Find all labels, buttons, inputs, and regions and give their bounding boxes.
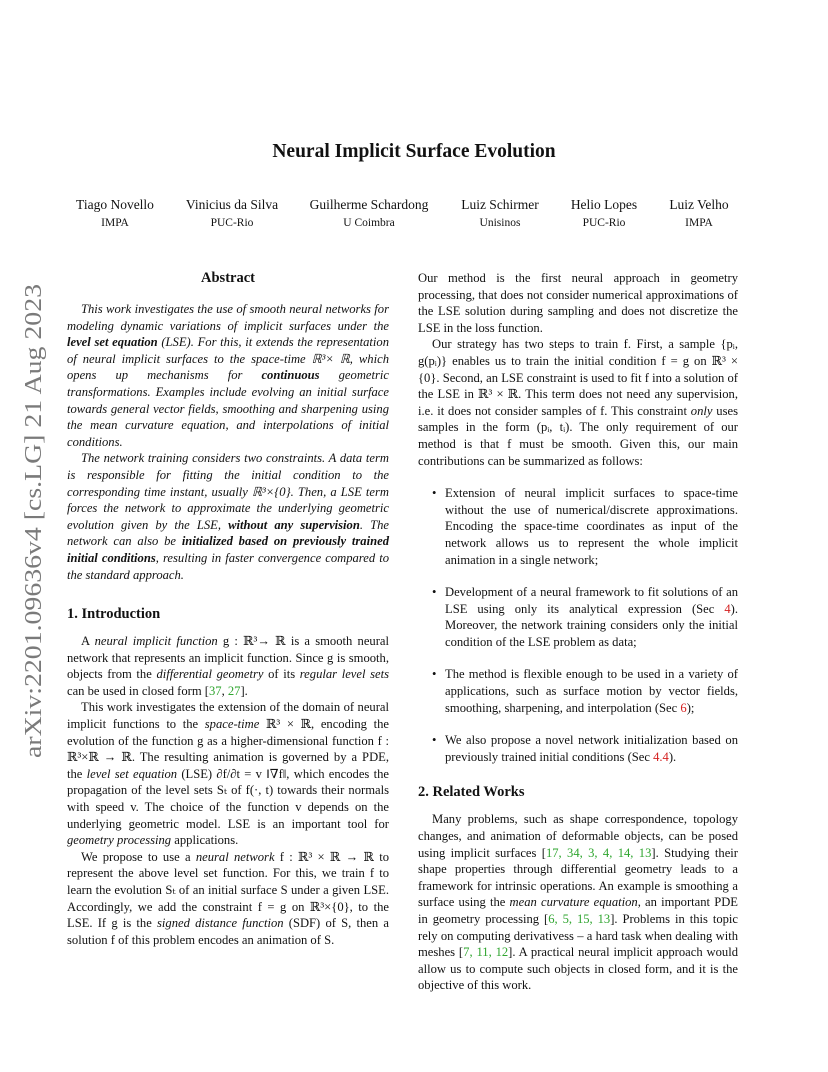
- right-column: [418, 270, 738, 994]
- section-ref-link[interactable]: 6: [680, 700, 687, 715]
- text-run: f : ℝ³ × ℝ → ℝ to represent the above level set function. For this, we train f to learn the evolution Sₜ of an initial surface S under a given LSE. Accordingly, we add the constraint f = g on ℝ³×{0}, to the LSE. If g is the: [67, 849, 389, 931]
- text-run: ]. Problems in this topic rely on computing derivativess – a hard task when dealing with meshes [: [418, 912, 739, 960]
- text-run: ]. A practical neural implicit approach would allow us to compute such objects in closed form, and it is the objective of this work.: [418, 945, 738, 993]
- emphasis: signed distance function: [157, 916, 284, 931]
- text-run: A: [81, 634, 95, 649]
- author-1: [76, 196, 154, 232]
- intro-paragraph-3: [67, 849, 389, 949]
- author-4: [461, 196, 539, 232]
- text-run: The method is flexible enough to be used in a variety of applications, such as surface motion by vector fields, smoothing, sharpening, and interpolation (Sec: [445, 667, 738, 715]
- left-column: [67, 268, 389, 948]
- bullet-icon: •: [432, 667, 437, 682]
- list-item: [418, 485, 738, 568]
- author-name: Helio Lopes: [570, 197, 638, 212]
- intro-paragraph-1: [67, 633, 389, 699]
- text-run: uses samples in the form (pᵢ, tᵢ). The only requirement of our method is that f must be smooth. Given this, our main contributions can be summarized as follows:: [418, 403, 738, 468]
- text-run: ).: [668, 749, 677, 764]
- abstract-paragraph-2: [67, 450, 389, 583]
- bullet-icon: •: [432, 486, 437, 501]
- emphasis: only: [690, 403, 713, 418]
- author-5: [571, 196, 637, 232]
- citation-link[interactable]: 37: [208, 683, 222, 698]
- text-run: ].: [240, 683, 248, 698]
- text-run: ). Moreover, the network training considers only the initial condition of the LSE problem as data;: [445, 601, 738, 649]
- author-name: Luiz Schirmer: [461, 197, 539, 212]
- abstract: [67, 301, 389, 583]
- related-paragraph-1: [418, 811, 738, 994]
- intro-paragraph-2: [67, 699, 389, 848]
- emphasis: neural network: [195, 849, 275, 864]
- abstract-paragraph-1: [67, 301, 389, 450]
- emphasis: space-time: [204, 717, 260, 732]
- text-run: ]. Studying their shape properties through differential geometry leads to a framework for intrinsic operations. An example is smoothing a surface using the: [418, 845, 738, 910]
- author-name: Guilherme Schardong: [309, 197, 429, 212]
- text-run: applications.: [171, 833, 239, 848]
- emphasis: differential geometry: [156, 667, 264, 682]
- text-run: );: [686, 700, 695, 715]
- author-name: Luiz Velho: [669, 197, 729, 212]
- bullet-icon: •: [432, 733, 437, 748]
- author-2: [186, 196, 278, 232]
- text-run: Extension of neural implicit surfaces to space-time without the use of numerical/discrete approximations. Encoding the space-time coordinates as input of the network allows us to represent the whole implicit animation in a single network;: [445, 486, 738, 567]
- text-run: Our strategy has two steps to train f. First, a sample {pᵢ, g(pᵢ)} enables us to train the initial condition f = g on ℝ³ × {0}. Second, an LSE constraint is used to fit f into a solution of the LSE in ℝ³ × ℝ. This term does not need any supervision, i.e. it does not consider samples of f. This constraint: [418, 337, 738, 418]
- author-name: Vinicius da Silva: [185, 197, 279, 212]
- paper-title: Neural Implicit Surface Evolution: [272, 141, 556, 162]
- right-paragraph-2: [418, 336, 738, 469]
- emphasis: without any supervision: [228, 517, 360, 532]
- emphasis: neural implicit function: [94, 634, 218, 649]
- author-6: [669, 196, 728, 232]
- emphasis: initialized based on previously trained initial conditions: [67, 534, 389, 565]
- citation-link[interactable]: 27: [227, 683, 241, 698]
- text-run: ,: [221, 683, 228, 698]
- text-run: (SDF) of S, then a solution f of this problem encodes an animation of S.: [67, 916, 389, 947]
- list-item: [418, 584, 738, 650]
- text-run: . The network can also be: [67, 517, 390, 549]
- text-run: This work investigates the use of smooth neural networks for modeling dynamic variations of implicit surfaces under the: [67, 302, 389, 333]
- text-run: of its: [263, 667, 300, 682]
- contributions-list: [418, 485, 738, 765]
- author-affiliation: IMPA: [685, 217, 713, 229]
- author-affiliation: PUC-Rio: [582, 217, 626, 229]
- text-run: , resulting in faster convergence compared to the standard approach.: [67, 550, 389, 582]
- emphasis: level set equation: [86, 766, 178, 781]
- section-heading-introduction: 1. Introduction: [67, 606, 161, 623]
- author-name: Tiago Novello: [76, 197, 154, 212]
- text-run: We also propose a novel network initialization based on previously trained initial conditions (Sec: [445, 733, 738, 764]
- text-run: , an important PDE in geometry processing [: [418, 895, 738, 926]
- bullet-icon: •: [432, 585, 437, 600]
- citation-link[interactable]: 7, 11, 12: [463, 945, 509, 960]
- right-paragraph-1: Our method is the first neural approach in geometry processing, that does not consider numerical approximations of the LSE solution during sampling and does not discretize the LSE in the loss function.: [418, 271, 738, 335]
- citation-link[interactable]: 17, 34, 3, 4, 14, 13: [545, 845, 652, 860]
- text-run: This work investigates the extension of the domain of neural implicit functions to the: [67, 700, 389, 732]
- text-run: (LSE) ∂f/∂t = v ‖∇f‖, which encodes the propagation of the level sets Sₜ of f(·, t) towards their normals with speed v. The choice of the function v depends on the underlying geometric model. LSE is an important tool for: [67, 766, 389, 831]
- text-run: Many problems, such as shape correspondence, topology changes, and animation of deformable objects, can be posed using implicit surfaces [: [418, 812, 738, 860]
- emphasis: mean curvature equation: [509, 895, 638, 910]
- list-item: [418, 666, 738, 716]
- section-heading-related-works: 2. Related Works: [418, 784, 525, 801]
- abstract-heading: Abstract: [201, 270, 255, 286]
- section-ref-link[interactable]: 4: [724, 601, 731, 616]
- text-run: geometric transformations. Examples include evolving an initial surface towards general vector fields, smoothing and sharpening using the mean curvature equation, and interpolations of initial conditions.: [67, 368, 389, 449]
- text-run: can be used in closed form [: [67, 683, 209, 698]
- emphasis: level set equation: [67, 335, 158, 350]
- text-run: (LSE). For this, it extends the representation of neural implicit surfaces to the space-time ℝ³× ℝ, which opens up mechanisms for: [67, 335, 390, 383]
- citation-link[interactable]: 6, 5, 15, 13: [548, 912, 611, 926]
- text-run: We propose to use a: [81, 849, 196, 864]
- arxiv-identifier: arXiv:2201.09636v4 [cs.LG] 21 Aug 2023: [20, 340, 47, 758]
- list-item: [418, 732, 738, 765]
- text-run: g : ℝ³→ ℝ is a smooth neural network that represents an implicit function. Since g is smooth, objects from the: [67, 634, 389, 682]
- emphasis: continuous: [261, 368, 320, 383]
- arxiv-sidebar: [14, 283, 48, 758]
- emphasis: regular level sets: [299, 667, 389, 682]
- author-affiliation: IMPA: [101, 217, 129, 229]
- author-affiliation: U Coimbra: [343, 217, 395, 229]
- author-affiliation: Unisinos: [479, 217, 521, 229]
- author-3: [310, 196, 429, 232]
- text-run: ℝ³ × ℝ, encoding the evolution of the function g as a higher-dimensional function f : ℝ³×ℝ → ℝ. The resulting animation is governed by a PDE, the: [67, 717, 389, 781]
- text-run: Development of a neural framework to fit solutions of an LSE using only its analytical expression (Sec: [445, 585, 738, 616]
- emphasis: geometry processing: [67, 833, 172, 848]
- text-run: The network training considers two constraints. A data term is responsible for fitting the initial condition to the corresponding time instant, usually ℝ³×{0}. Then, a LSE term forces the network to approximate the underlying geometric evolution given by the LSE,: [67, 451, 389, 532]
- author-affiliation: PUC-Rio: [210, 217, 254, 229]
- section-ref-link[interactable]: 4.4: [653, 749, 669, 764]
